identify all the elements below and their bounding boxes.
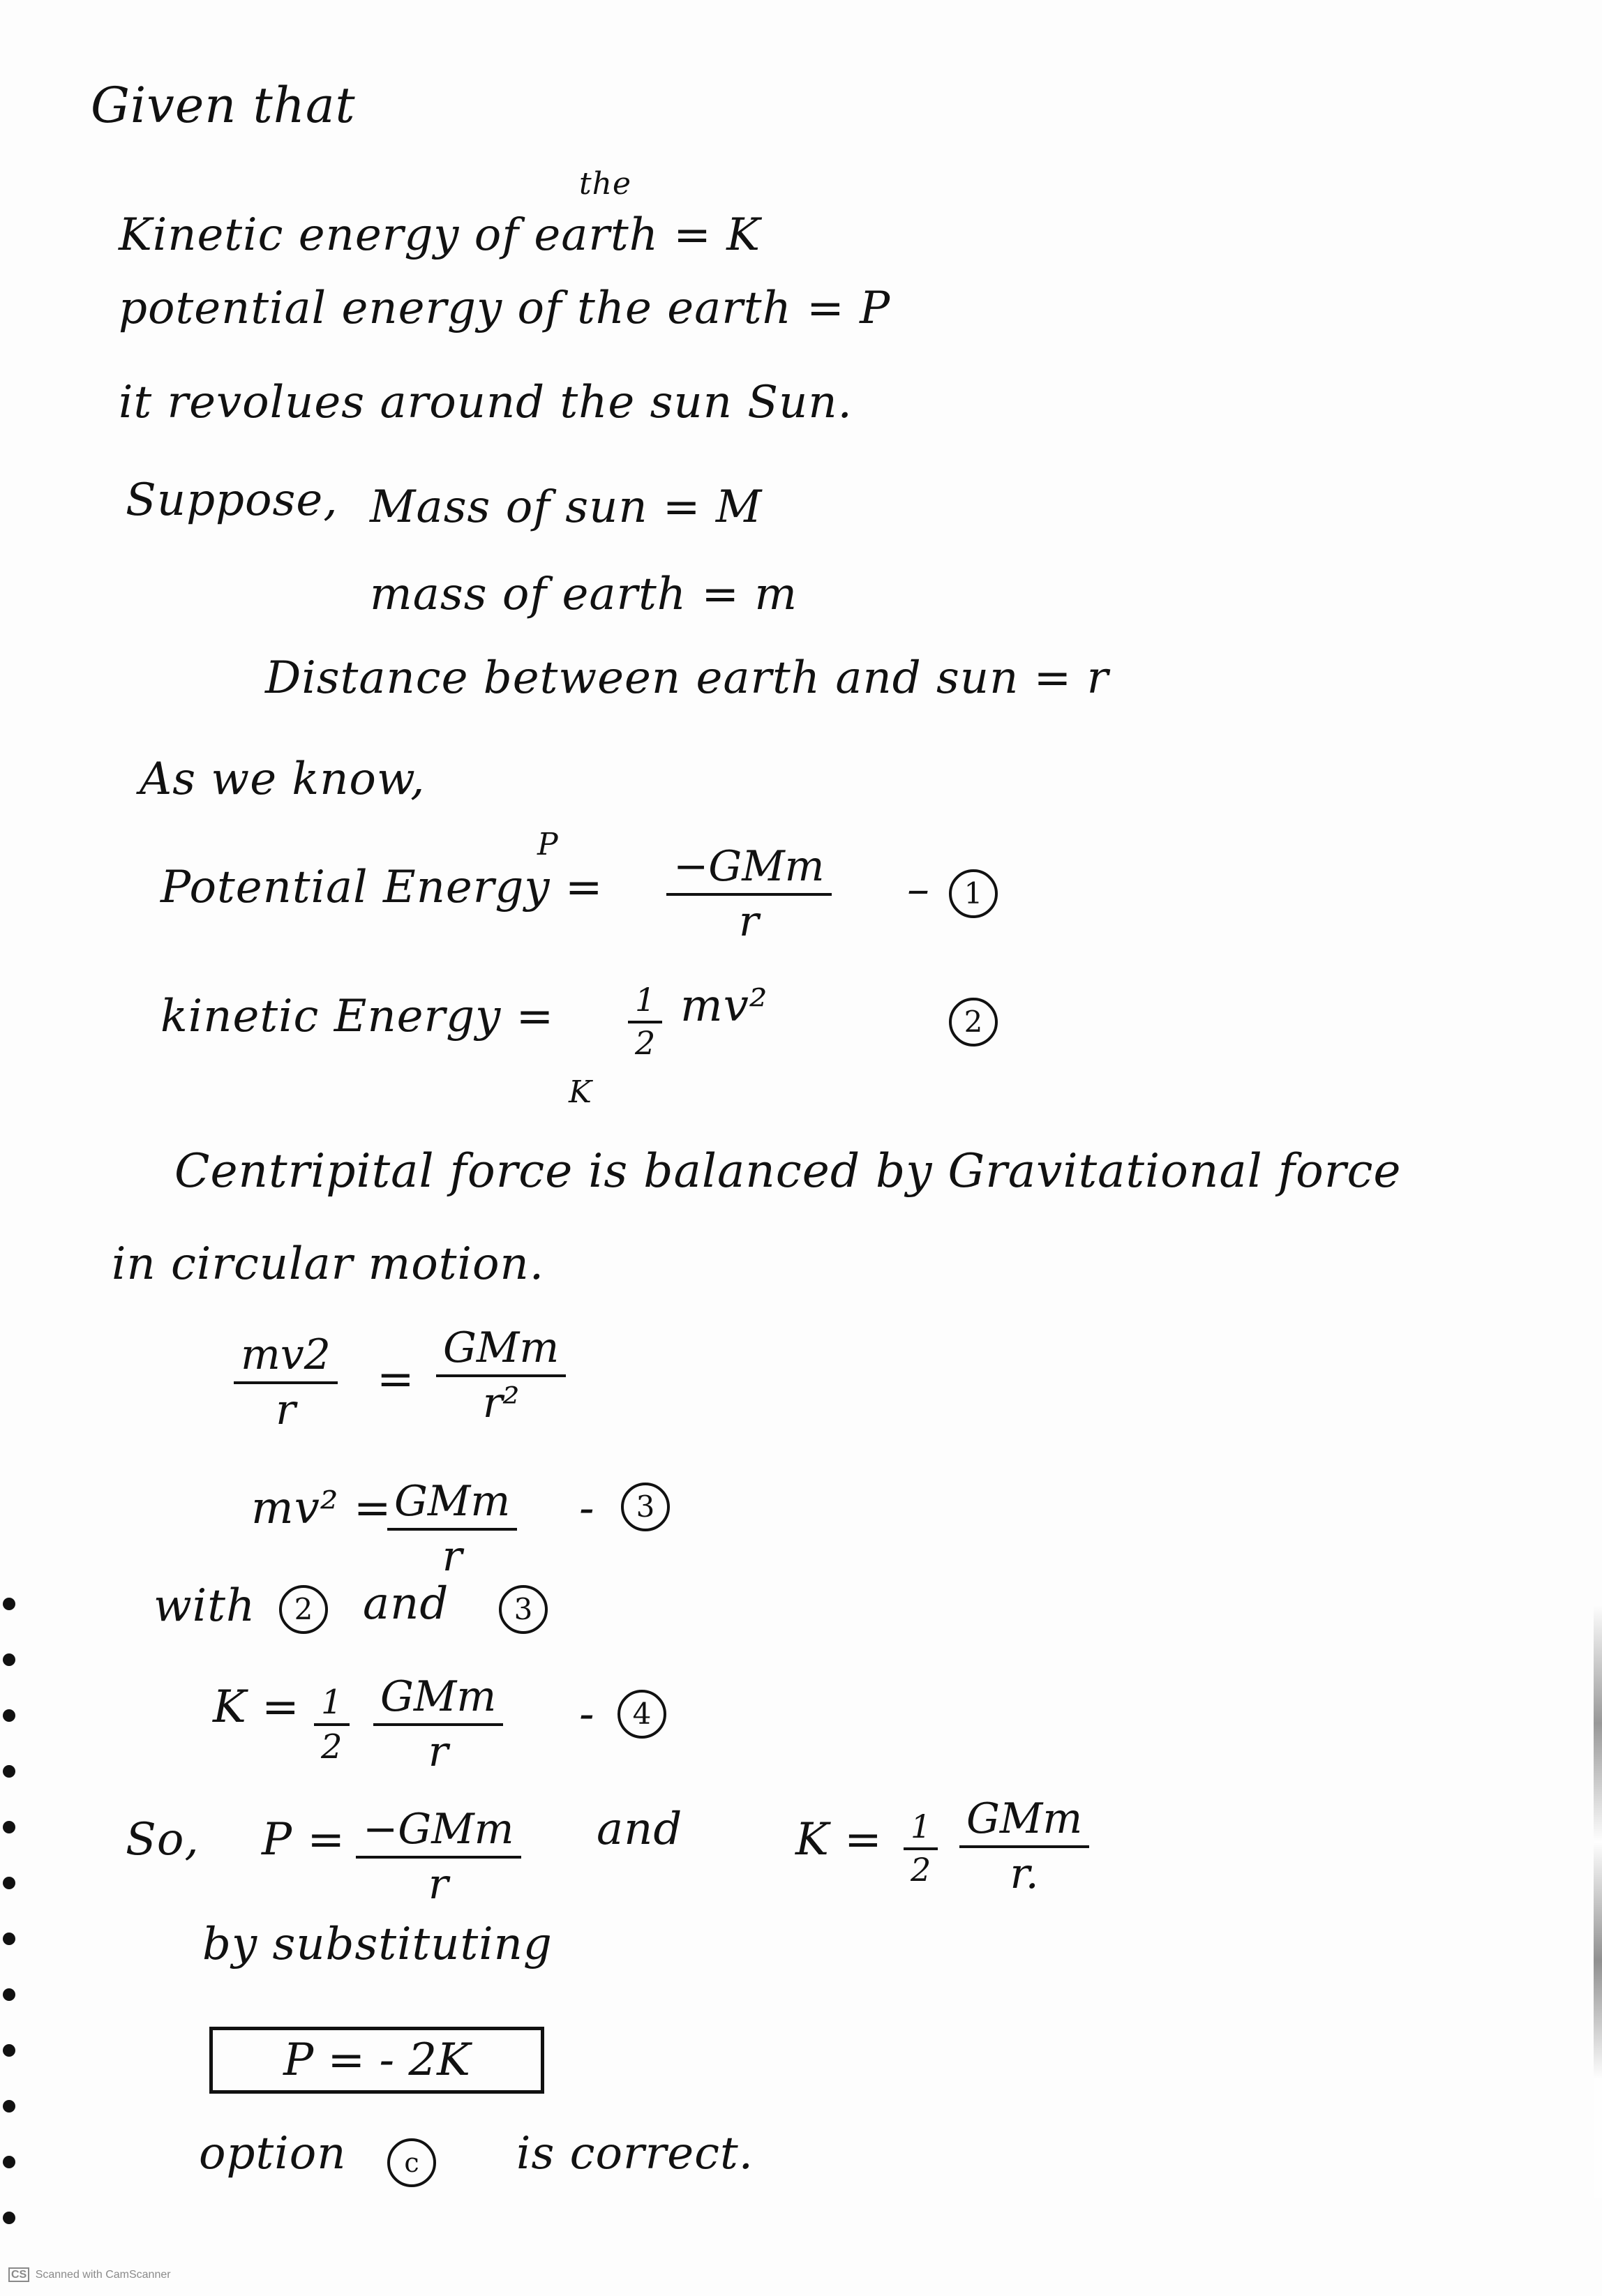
binder-hole <box>3 2100 15 2113</box>
pe-denominator: r <box>738 897 759 946</box>
binder-hole <box>3 1653 15 1666</box>
binder-hole <box>3 1821 15 1833</box>
result-and: and <box>597 1803 683 1855</box>
pe-numerator: −GMm <box>666 841 832 896</box>
binder-hole <box>3 1765 15 1778</box>
eq4-dash: - <box>579 1688 595 1740</box>
binder-holes <box>0 1591 28 2288</box>
suppose-sun-mass: Mass of sun = M <box>370 481 763 533</box>
given-the-insert: the <box>579 166 632 202</box>
known-intro: As we know, <box>140 753 426 805</box>
given-ke-line <box>119 209 761 261</box>
given-pe-line: potential energy of the earth = P <box>119 283 891 334</box>
eq1-marker: 1 <box>949 869 998 918</box>
balance-rhs-numerator: GMm <box>436 1322 566 1377</box>
given-ke-prefix: Kinetic energy of <box>119 209 519 261</box>
result-k-denominator: r. <box>1010 1849 1039 1898</box>
balance-rhs-denominator: r² <box>482 1379 520 1427</box>
k-gmm-fraction <box>373 1671 503 1778</box>
suppose-distance: Distance between earth and sun = r <box>265 652 1109 704</box>
ke-half-denominator: 2 <box>635 1023 656 1062</box>
final-answer-box: P = - 2K <box>209 2027 544 2094</box>
k-lhs: K = <box>213 1681 300 1733</box>
k-half-denominator: 2 <box>321 1727 343 1766</box>
result-k-numerator: GMm <box>959 1793 1089 1848</box>
k-half-fraction <box>314 1681 350 1768</box>
centripetal-line2: in circular motion. <box>112 1238 545 1290</box>
result-p-denominator: r <box>428 1860 449 1909</box>
centripetal-line1: Centripital force is balanced by Gravitational force <box>174 1144 1402 1198</box>
pe-symbol: P <box>537 827 559 862</box>
option-suffix: is correct. <box>516 2128 754 2179</box>
scanner-badge: CS <box>8 2267 29 2282</box>
binder-hole <box>3 2044 15 2057</box>
page-edge-shadow <box>1594 1605 1602 2198</box>
binder-hole <box>3 1709 15 1722</box>
result-k-half-fraction <box>904 1807 938 1890</box>
binder-hole <box>3 1933 15 1945</box>
binder-hole <box>3 1598 15 1610</box>
binder-hole <box>3 1988 15 2001</box>
binder-hole <box>3 1877 15 1889</box>
k-gmm-numerator: GMm <box>373 1671 503 1726</box>
result-k-lhs: K = <box>795 1814 883 1866</box>
given-ke-suffix: earth = K <box>534 209 761 261</box>
eq1-dash: – <box>907 864 930 915</box>
ke-label: kinetic Energy = <box>160 991 555 1042</box>
given-revolves-line: it revolues around the sun Sun. <box>119 377 853 428</box>
eq2-marker: 2 <box>949 998 998 1046</box>
balance-lhs-numerator: mv2 <box>234 1329 338 1384</box>
eq3-dash: - <box>579 1483 595 1534</box>
combine-ref3: 3 <box>499 1585 548 1634</box>
balance-lhs-fraction <box>234 1329 338 1436</box>
binder-hole <box>3 2156 15 2168</box>
balance-rhs-fraction <box>436 1322 566 1430</box>
option-prefix: option <box>199 2128 347 2179</box>
result-p-lhs: P = <box>262 1814 346 1866</box>
result-p-fraction <box>356 1803 521 1911</box>
combine-ref2: 2 <box>279 1585 328 1634</box>
ke-tail: mv² <box>680 980 768 1032</box>
pe-label: Potential Energy = <box>160 862 604 913</box>
step-numerator: GMm <box>387 1476 517 1531</box>
eq3-marker: 3 <box>621 1483 670 1531</box>
suppose-label: Suppose, <box>126 474 338 526</box>
ke-symbol: K <box>569 1074 592 1110</box>
combine-and: and <box>363 1578 449 1630</box>
heading: Given that <box>91 77 356 134</box>
option-is <box>516 2128 754 2179</box>
result-so: So, <box>126 1814 200 1866</box>
scanner-text: Scanned with CamScanner <box>35 2269 171 2281</box>
k-half-numerator: 1 <box>314 1681 350 1726</box>
ke-half-fraction <box>628 980 662 1063</box>
scanner-watermark <box>8 2269 171 2281</box>
result-p-numerator: −GMm <box>356 1803 521 1859</box>
result-k-half-denominator: 2 <box>911 1850 931 1889</box>
result-k-half-numerator: 1 <box>904 1807 938 1850</box>
balance-lhs-denominator: r <box>276 1386 296 1434</box>
binder-hole <box>3 2212 15 2224</box>
eq4-marker: 4 <box>617 1690 666 1739</box>
step-denominator: r <box>442 1532 463 1581</box>
ke-half-numerator: 1 <box>628 980 662 1023</box>
step-lhs: mv² = <box>251 1483 392 1534</box>
balance-equals: = <box>377 1353 415 1405</box>
step-fraction <box>387 1476 517 1583</box>
suppose-earth-mass: mass of earth = m <box>370 569 798 620</box>
k-gmm-denominator: r <box>428 1727 449 1776</box>
combine-with: with <box>154 1580 256 1632</box>
option-letter: c <box>387 2138 436 2187</box>
result-k-fraction <box>959 1793 1089 1900</box>
pe-fraction <box>666 841 832 948</box>
result-substituting: by substituting <box>202 1919 553 1970</box>
